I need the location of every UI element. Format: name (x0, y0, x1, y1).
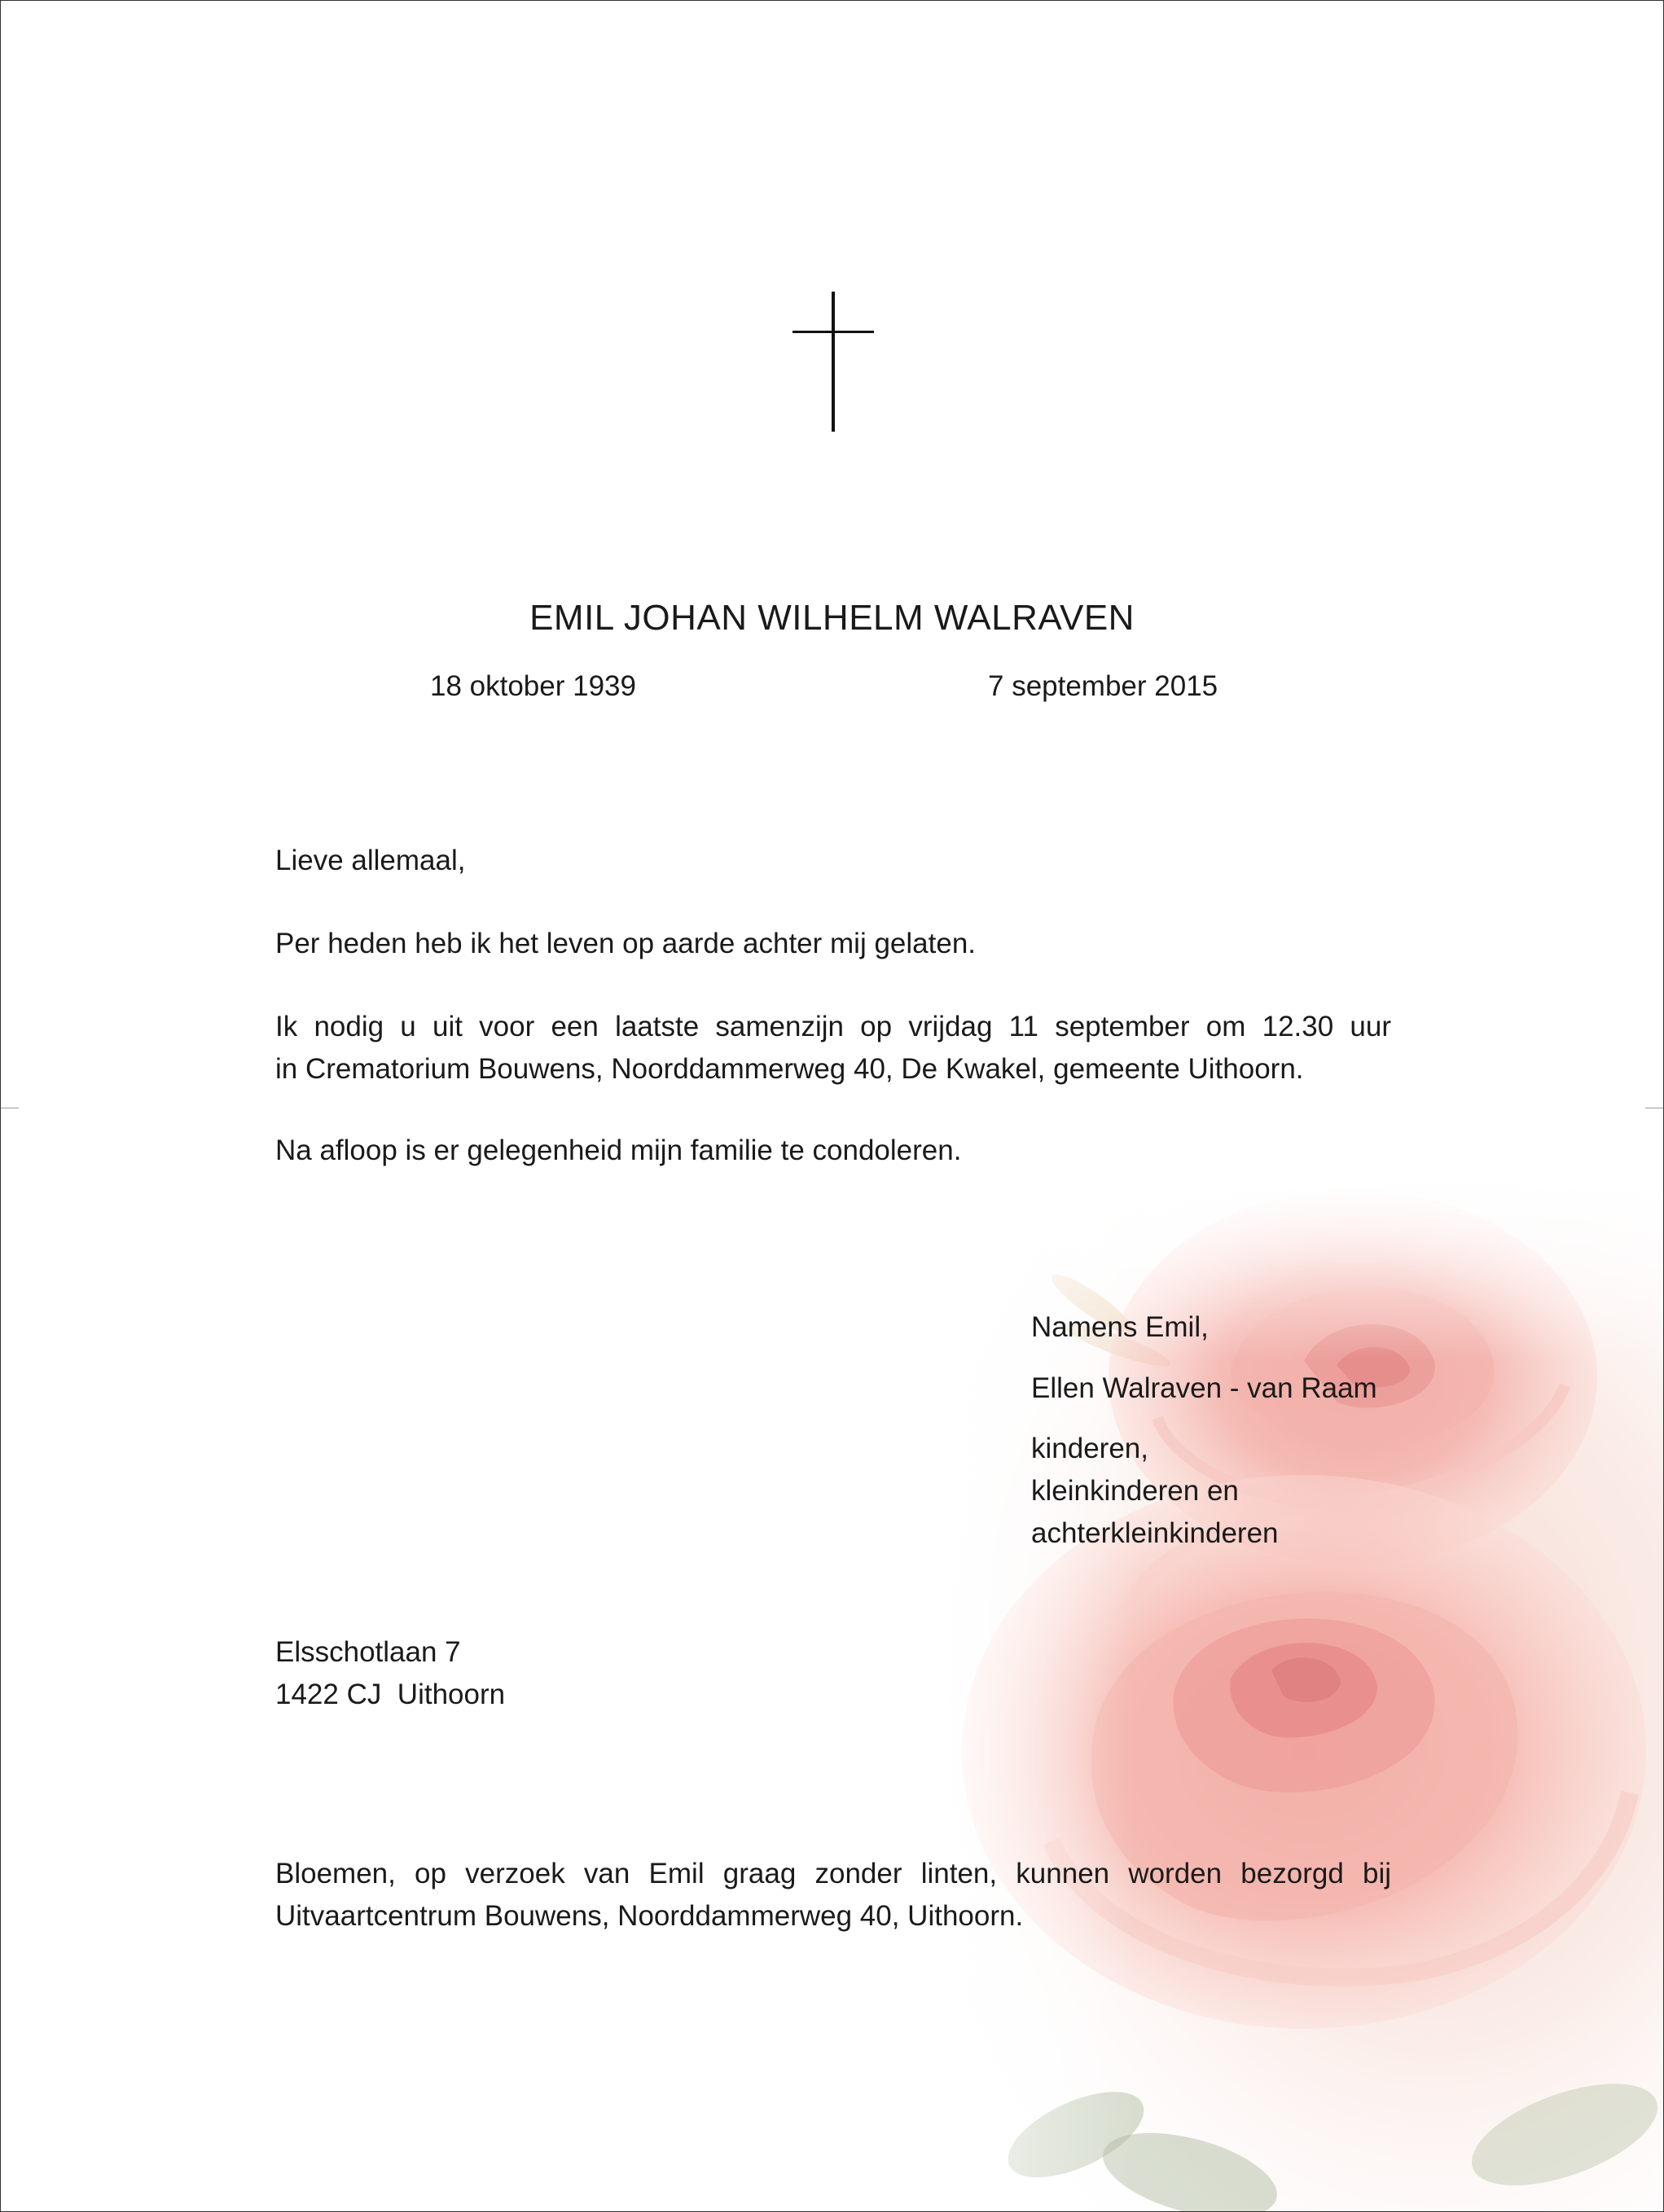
birth-date: 18 oktober 1939 (430, 670, 636, 702)
deceased-name: EMIL JOHAN WILHELM WALRAVEN (529, 598, 1135, 638)
message-paragraph-1: Per heden heb ik het leven op aarde achter mij gelaten. (275, 928, 977, 959)
message-paragraph-2-line-1: Ik nodig u uit voor een laatste samenzijn op vrijdag 11 september om 12.30 uur (275, 1011, 1391, 1042)
message-paragraph-3: Na afloop is er gelegenheid mijn familie te condoleren. (275, 1135, 962, 1166)
address-city: 1422 CJ Uithoorn (275, 1679, 506, 1710)
signature-spouse: Ellen Walraven - van Raam (1031, 1372, 1377, 1404)
signature-children: kinderen, (1031, 1433, 1148, 1464)
flowers-note-line-1: Bloemen, op verzoek van Emil graag zonder linten, kunnen worden bezorgd bij (275, 1858, 1391, 1889)
signature-grandchildren: kleinkinderen en (1031, 1475, 1239, 1507)
death-date: 7 september 2015 (988, 670, 1218, 702)
signature-line-1: Namens Emil, (1031, 1311, 1209, 1343)
greeting: Lieve allemaal, (275, 845, 466, 876)
message-paragraph-2-line-2: in Crematorium Bouwens, Noorddammerweg 40, De Kwakel, gemeente Uithoorn. (275, 1053, 1304, 1085)
flowers-note-line-2: Uitvaartcentrum Bouwens, Noorddammerweg 40, Uithoorn. (275, 1900, 1024, 1932)
latin-cross-icon (792, 292, 874, 432)
signature-great-grandchildren: achterkleinkinderen (1031, 1517, 1279, 1549)
address-street: Elsschotlaan 7 (275, 1636, 461, 1668)
